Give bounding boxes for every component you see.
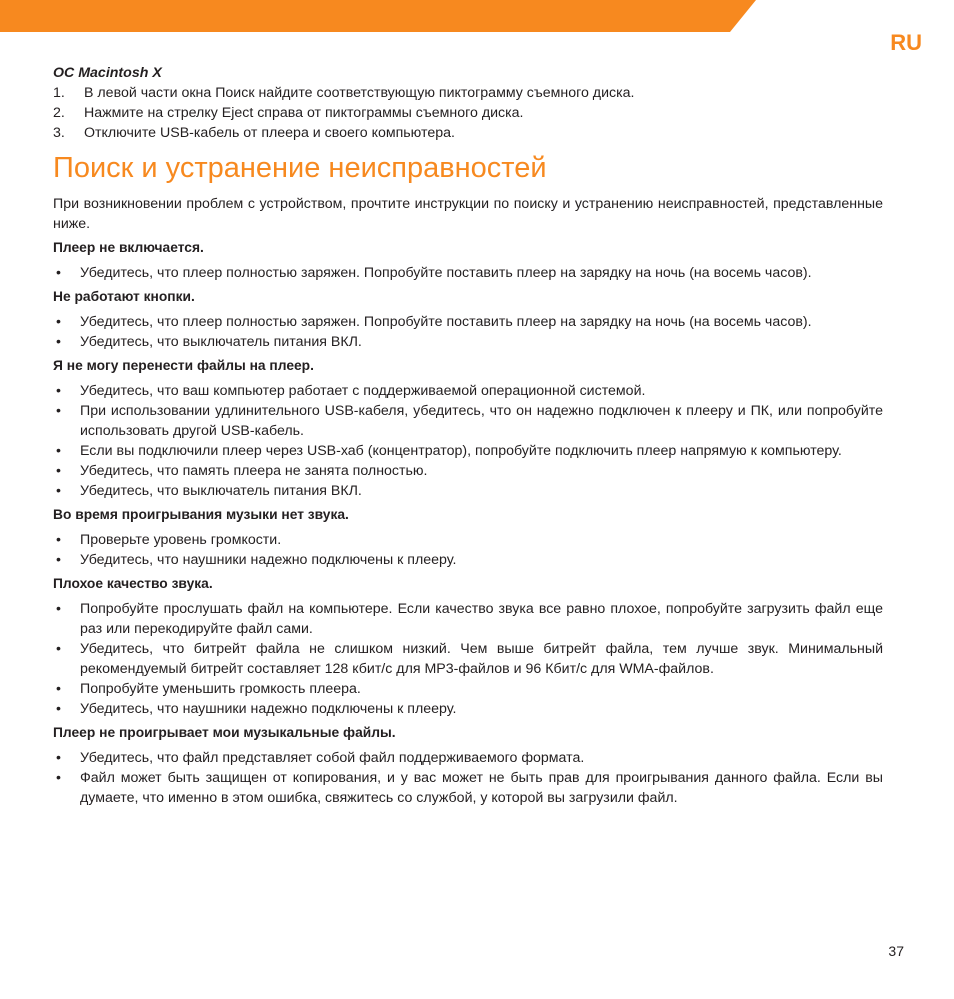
issue-block bbox=[53, 723, 883, 808]
bullet-text: Попробуйте уменьшить громкость плеера. bbox=[80, 681, 361, 697]
bullet-dot-icon: • bbox=[56, 314, 61, 330]
mac-steps-list bbox=[53, 83, 883, 143]
bullet-item bbox=[53, 441, 883, 461]
bullet-item bbox=[53, 381, 883, 401]
issue-title: Плеер не включается. bbox=[53, 240, 204, 255]
bullet-dot-icon: • bbox=[56, 403, 61, 419]
bullet-dot-icon: • bbox=[56, 641, 61, 657]
bullet-dot-icon: • bbox=[56, 463, 61, 479]
bullet-item bbox=[53, 332, 883, 352]
step-text: Отключите USB-кабель от плеера и своего компьютера. bbox=[84, 125, 455, 141]
issue-block bbox=[53, 287, 883, 352]
issue-bullets bbox=[53, 599, 883, 719]
bullet-item bbox=[53, 263, 883, 283]
bullet-text: Проверьте уровень громкости. bbox=[80, 532, 282, 548]
bullet-dot-icon: • bbox=[56, 681, 61, 697]
issue-title: Я не могу перенести файлы на плеер. bbox=[53, 358, 314, 373]
bullet-text: Попробуйте прослушать файл на компьютере. Если качество звука все равно плохое, попробуйте загрузить файл еще раз или перекодируйте файл сами. bbox=[80, 601, 883, 637]
issue-title: Во время проигрывания музыки нет звука. bbox=[53, 507, 349, 522]
bullet-text: Убедитесь, что битрейт файла не слишком низкий. Чем выше битрейт файла, тем лучше звук. Минимальный рекомендуемый битрейт составляет 128 кбит/с для MP3-файлов и 96 Кбит/с для WMA-файлов. bbox=[80, 641, 883, 677]
bullet-item bbox=[53, 699, 883, 719]
bullet-text: Убедитесь, что память плеера не занята полностью. bbox=[80, 463, 428, 479]
issue-bullets bbox=[53, 263, 883, 283]
troubleshooting-intro: При возникновении проблем с устройством, прочтите инструкции по поиску и устранению неисправностей, представленные ниже. bbox=[53, 196, 883, 232]
page-number: 37 bbox=[888, 943, 904, 959]
step-number: 3. bbox=[53, 125, 65, 141]
bullet-item bbox=[53, 461, 883, 481]
step-text: В левой части окна Поиск найдите соответствующую пиктограмму съемного диска. bbox=[84, 85, 635, 101]
bullet-dot-icon: • bbox=[56, 701, 61, 717]
bullet-dot-icon: • bbox=[56, 750, 61, 766]
issue-bullets bbox=[53, 530, 883, 570]
bullet-dot-icon: • bbox=[56, 601, 61, 617]
bullet-item bbox=[53, 768, 883, 808]
issue-bullets bbox=[53, 312, 883, 352]
bullet-text: Убедитесь, что плеер полностью заряжен. Попробуйте поставить плеер на зарядку на ночь (на восемь часов). bbox=[80, 314, 812, 330]
bullet-item bbox=[53, 679, 883, 699]
bullet-text: Если вы подключили плеер через USB-хаб (концентратор), попробуйте подключить плеер напрямую к компьютеру. bbox=[80, 443, 842, 459]
issue-title: Плеер не проигрывает мои музыкальные файлы. bbox=[53, 725, 396, 740]
bullet-item bbox=[53, 550, 883, 570]
issue-title: Плохое качество звука. bbox=[53, 576, 213, 591]
step-number: 2. bbox=[53, 105, 65, 121]
bullet-dot-icon: • bbox=[56, 532, 61, 548]
mac-step bbox=[53, 83, 883, 103]
bullet-item bbox=[53, 748, 883, 768]
step-number: 1. bbox=[53, 85, 65, 101]
bullet-text: Файл может быть защищен от копирования, и у вас может не быть прав для проигрывания данного файла. Если вы думаете, что именно в этом ошибка, свяжитесь со службой, у которой вы загрузили файл. bbox=[80, 770, 883, 806]
page-content bbox=[53, 63, 883, 812]
issues-container bbox=[53, 238, 883, 808]
bullet-text: Убедитесь, что наушники надежно подключены к плееру. bbox=[80, 701, 457, 717]
issue-block bbox=[53, 356, 883, 501]
bullet-dot-icon: • bbox=[56, 483, 61, 499]
mac-step bbox=[53, 123, 883, 143]
mac-os-heading: ОС Macintosh X bbox=[53, 65, 162, 81]
step-text: Нажмите на стрелку Eject справа от пиктограммы съемного диска. bbox=[84, 105, 524, 121]
bullet-text: Убедитесь, что плеер полностью заряжен. Попробуйте поставить плеер на зарядку на ночь (на восемь часов). bbox=[80, 265, 812, 281]
issue-title: Не работают кнопки. bbox=[53, 289, 195, 304]
mac-step bbox=[53, 103, 883, 123]
bullet-item bbox=[53, 481, 883, 501]
bullet-dot-icon: • bbox=[56, 443, 61, 459]
issue-block bbox=[53, 574, 883, 719]
language-badge: RU bbox=[890, 30, 922, 55]
bullet-dot-icon: • bbox=[56, 383, 61, 399]
bullet-text: Убедитесь, что ваш компьютер работает с поддерживаемой операционной системой. bbox=[80, 383, 646, 399]
bullet-item bbox=[53, 639, 883, 679]
header-banner bbox=[0, 0, 954, 32]
bullet-item bbox=[53, 599, 883, 639]
bullet-item bbox=[53, 401, 883, 441]
bullet-text: Убедитесь, что выключатель питания ВКЛ. bbox=[80, 334, 362, 350]
bullet-text: Убедитесь, что наушники надежно подключены к плееру. bbox=[80, 552, 457, 568]
bullet-dot-icon: • bbox=[56, 552, 61, 568]
bullet-text: При использовании удлинительного USB-кабеля, убедитесь, что он надежно подключен к плееру и ПК, или попробуйте использовать другой USB-кабель. bbox=[80, 403, 883, 439]
bullet-dot-icon: • bbox=[56, 265, 61, 281]
issue-block bbox=[53, 505, 883, 570]
bullet-text: Убедитесь, что файл представляет собой файл поддерживаемого формата. bbox=[80, 750, 585, 766]
troubleshooting-title: Поиск и устранение неисправностей bbox=[53, 152, 547, 184]
bullet-item bbox=[53, 312, 883, 332]
issue-block bbox=[53, 238, 883, 283]
bullet-dot-icon: • bbox=[56, 334, 61, 350]
bullet-text: Убедитесь, что выключатель питания ВКЛ. bbox=[80, 483, 362, 499]
bullet-item bbox=[53, 530, 883, 550]
issue-bullets bbox=[53, 748, 883, 808]
issue-bullets bbox=[53, 381, 883, 501]
bullet-dot-icon: • bbox=[56, 770, 61, 786]
